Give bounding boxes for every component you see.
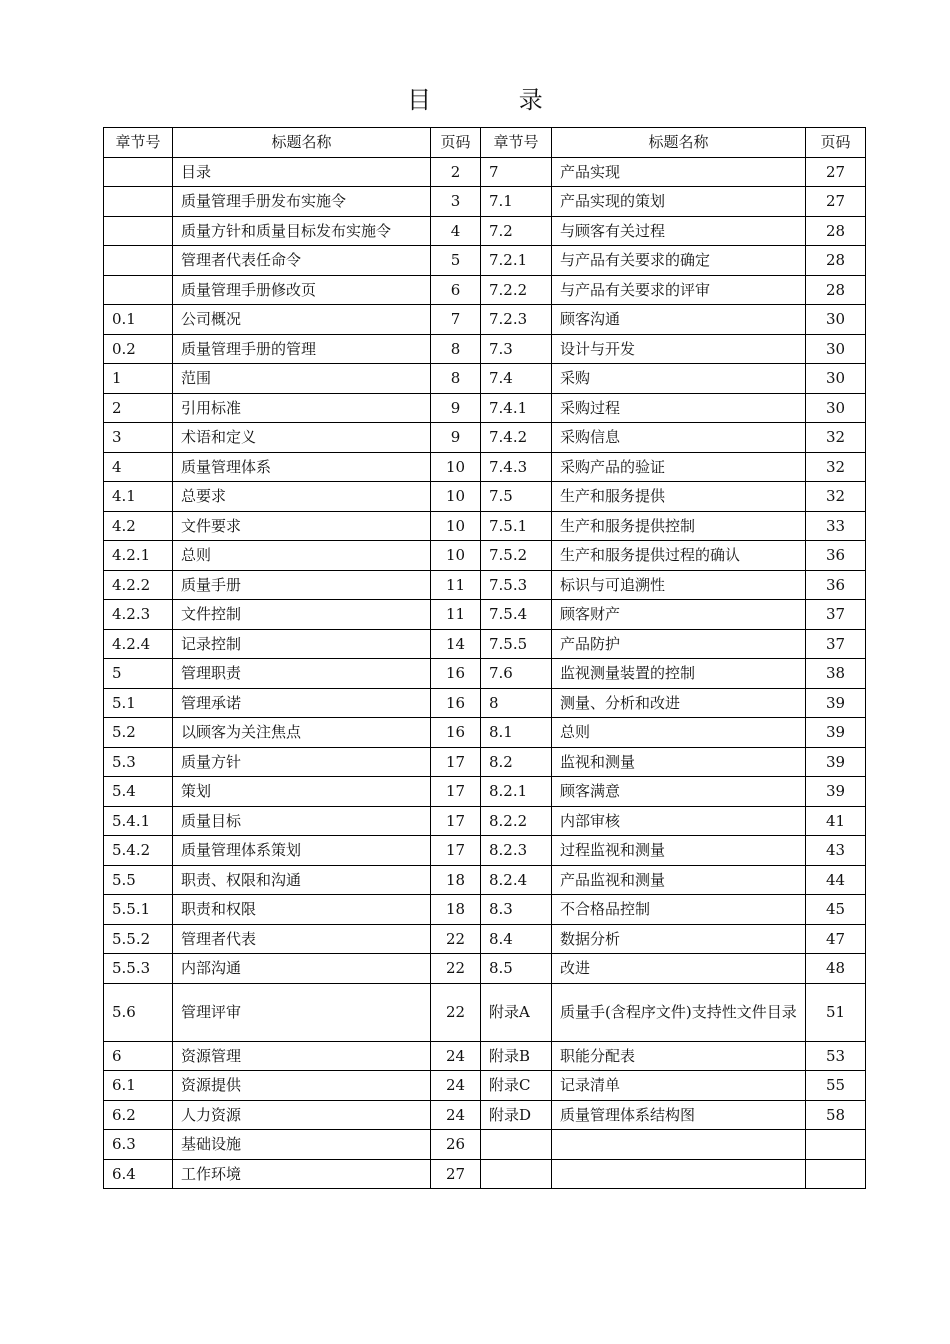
toc-body <box>104 157 866 1189</box>
toc-cell-title-right: 内部审核 <box>552 806 806 836</box>
toc-cell-title-left: 质量方针 <box>173 747 431 777</box>
toc-cell-page-right: 32 <box>806 423 866 453</box>
toc-cell-page-left: 2 <box>431 157 481 187</box>
header-section-no-left: 章节号 <box>104 128 173 158</box>
toc-cell-section-no-left: 4.2.1 <box>104 541 173 571</box>
toc-cell-title-right: 记录清单 <box>552 1071 806 1101</box>
toc-cell-title-right: 总则 <box>552 718 806 748</box>
toc-cell-page-left: 27 <box>431 1159 481 1189</box>
toc-cell-page-left: 8 <box>431 364 481 394</box>
toc-cell-title-right: 生产和服务提供 <box>552 482 806 512</box>
toc-cell-section-no-left: 5.4.1 <box>104 806 173 836</box>
toc-cell-page-right: 43 <box>806 836 866 866</box>
toc-cell-page-right: 48 <box>806 954 866 984</box>
toc-cell-page-left: 16 <box>431 688 481 718</box>
toc-row <box>104 305 866 335</box>
toc-row <box>104 718 866 748</box>
toc-cell-title-left: 总则 <box>173 541 431 571</box>
toc-cell-page-right: 55 <box>806 1071 866 1101</box>
toc-cell-page-right: 28 <box>806 246 866 276</box>
toc-cell-page-right: 58 <box>806 1100 866 1130</box>
toc-cell-page-left: 10 <box>431 482 481 512</box>
toc-cell-section-no-left: 5.5.1 <box>104 895 173 925</box>
toc-cell-section-no-right: 8.4 <box>481 924 552 954</box>
toc-cell-title-right: 与顾客有关过程 <box>552 216 806 246</box>
toc-cell-section-no-right: 8.2.1 <box>481 777 552 807</box>
toc-cell-title-left: 策划 <box>173 777 431 807</box>
toc-row <box>104 570 866 600</box>
toc-cell-section-no-right: 附录A <box>481 983 552 1041</box>
toc-cell-section-no-right: 7.4 <box>481 364 552 394</box>
toc-cell-page-left: 8 <box>431 334 481 364</box>
toc-cell-section-no-left: 5.6 <box>104 983 173 1041</box>
toc-cell-page-right: 41 <box>806 806 866 836</box>
toc-row <box>104 806 866 836</box>
toc-cell-page-right: 53 <box>806 1041 866 1071</box>
toc-row <box>104 600 866 630</box>
toc-cell-section-no-left: 1 <box>104 364 173 394</box>
toc-cell-section-no-right: 8.2.4 <box>481 865 552 895</box>
toc-cell-section-no-left: 4.2 <box>104 511 173 541</box>
toc-cell-section-no-right: 7.5.3 <box>481 570 552 600</box>
toc-cell-section-no-left: 5.4.2 <box>104 836 173 866</box>
toc-cell-page-left: 22 <box>431 983 481 1041</box>
toc-cell-section-no-left <box>104 275 173 305</box>
toc-cell-page-right <box>806 1130 866 1160</box>
toc-cell-page-right: 33 <box>806 511 866 541</box>
toc-cell-title-left: 以顾客为关注焦点 <box>173 718 431 748</box>
toc-cell-page-right: 30 <box>806 393 866 423</box>
toc-table <box>103 127 866 1189</box>
toc-cell-page-left: 16 <box>431 659 481 689</box>
toc-cell-page-right: 51 <box>806 983 866 1041</box>
toc-cell-title-left: 质量方针和质量目标发布实施令 <box>173 216 431 246</box>
toc-cell-page-left: 7 <box>431 305 481 335</box>
toc-cell-title-left: 资源提供 <box>173 1071 431 1101</box>
toc-cell-page-right: 39 <box>806 747 866 777</box>
toc-cell-title-left: 质量管理手册的管理 <box>173 334 431 364</box>
toc-cell-page-right: 37 <box>806 600 866 630</box>
toc-cell-title-left: 引用标准 <box>173 393 431 423</box>
toc-cell-page-right: 27 <box>806 157 866 187</box>
toc-cell-page-left: 11 <box>431 570 481 600</box>
toc-cell-title-right: 职能分配表 <box>552 1041 806 1071</box>
toc-cell-section-no-left <box>104 246 173 276</box>
toc-cell-page-right: 38 <box>806 659 866 689</box>
toc-row <box>104 275 866 305</box>
header-section-no-right: 章节号 <box>481 128 552 158</box>
toc-cell-section-no-left: 5.5 <box>104 865 173 895</box>
toc-cell-section-no-right: 7.5.2 <box>481 541 552 571</box>
toc-cell-title-right: 测量、分析和改进 <box>552 688 806 718</box>
toc-cell-section-no-right: 7.2.1 <box>481 246 552 276</box>
toc-cell-title-left: 资源管理 <box>173 1041 431 1071</box>
toc-cell-title-left: 工作环境 <box>173 1159 431 1189</box>
toc-cell-section-no-right: 8.3 <box>481 895 552 925</box>
toc-cell-title-left: 质量管理体系策划 <box>173 836 431 866</box>
toc-cell-page-left: 9 <box>431 423 481 453</box>
toc-cell-page-left: 10 <box>431 511 481 541</box>
toc-row <box>104 364 866 394</box>
toc-cell-section-no-right: 8.2.2 <box>481 806 552 836</box>
toc-cell-title-right: 采购产品的验证 <box>552 452 806 482</box>
toc-cell-section-no-left: 4.2.3 <box>104 600 173 630</box>
toc-cell-page-left: 24 <box>431 1041 481 1071</box>
header-page-left: 页码 <box>431 128 481 158</box>
toc-cell-title-left: 文件要求 <box>173 511 431 541</box>
toc-cell-section-no-left <box>104 157 173 187</box>
toc-cell-page-left: 17 <box>431 777 481 807</box>
toc-cell-page-right: 37 <box>806 629 866 659</box>
toc-cell-section-no-right: 7.1 <box>481 187 552 217</box>
toc-cell-page-left: 5 <box>431 246 481 276</box>
toc-row <box>104 688 866 718</box>
toc-cell-title-right <box>552 1130 806 1160</box>
toc-cell-title-left: 术语和定义 <box>173 423 431 453</box>
toc-cell-title-left: 职责和权限 <box>173 895 431 925</box>
toc-row <box>104 393 866 423</box>
toc-cell-section-no-right: 附录C <box>481 1071 552 1101</box>
toc-cell-section-no-left: 6.4 <box>104 1159 173 1189</box>
toc-row <box>104 246 866 276</box>
toc-cell-page-right: 39 <box>806 718 866 748</box>
toc-cell-page-right <box>806 1159 866 1189</box>
toc-row <box>104 1041 866 1071</box>
toc-cell-page-left: 11 <box>431 600 481 630</box>
toc-row <box>104 511 866 541</box>
toc-cell-title-left: 记录控制 <box>173 629 431 659</box>
toc-cell-title-left: 范围 <box>173 364 431 394</box>
toc-cell-page-left: 4 <box>431 216 481 246</box>
toc-header-row <box>104 128 866 158</box>
toc-cell-section-no-right: 附录B <box>481 1041 552 1071</box>
toc-cell-page-left: 22 <box>431 924 481 954</box>
toc-cell-title-right: 与产品有关要求的确定 <box>552 246 806 276</box>
toc-cell-title-right: 产品防护 <box>552 629 806 659</box>
toc-cell-title-left: 文件控制 <box>173 600 431 630</box>
toc-cell-title-right: 监视和测量 <box>552 747 806 777</box>
toc-cell-title-right: 设计与开发 <box>552 334 806 364</box>
toc-cell-page-left: 22 <box>431 954 481 984</box>
toc-cell-page-right: 47 <box>806 924 866 954</box>
toc-cell-title-left: 质量管理手册修改页 <box>173 275 431 305</box>
toc-cell-section-no-left: 5.1 <box>104 688 173 718</box>
toc-cell-section-no-left: 0.2 <box>104 334 173 364</box>
toc-cell-title-right: 不合格品控制 <box>552 895 806 925</box>
toc-cell-title-right: 顾客满意 <box>552 777 806 807</box>
toc-cell-page-left: 9 <box>431 393 481 423</box>
toc-cell-title-left: 基础设施 <box>173 1130 431 1160</box>
toc-cell-title-left: 质量目标 <box>173 806 431 836</box>
toc-cell-section-no-left <box>104 187 173 217</box>
toc-row <box>104 1071 866 1101</box>
toc-cell-title-left: 质量管理体系 <box>173 452 431 482</box>
toc-cell-section-no-left: 4.2.4 <box>104 629 173 659</box>
toc-row <box>104 895 866 925</box>
toc-cell-title-right: 改进 <box>552 954 806 984</box>
toc-cell-title-right: 产品实现 <box>552 157 806 187</box>
toc-cell-title-left: 质量手册 <box>173 570 431 600</box>
toc-cell-page-left: 3 <box>431 187 481 217</box>
toc-cell-section-no-right: 附录D <box>481 1100 552 1130</box>
page-title: 目 录 <box>407 86 583 114</box>
toc-cell-section-no-right: 8 <box>481 688 552 718</box>
toc-row <box>104 187 866 217</box>
toc-cell-section-no-right: 8.5 <box>481 954 552 984</box>
toc-cell-title-right: 顾客沟通 <box>552 305 806 335</box>
toc-cell-section-no-left: 6 <box>104 1041 173 1071</box>
toc-cell-section-no-right: 7.2 <box>481 216 552 246</box>
toc-cell-page-left: 24 <box>431 1071 481 1101</box>
toc-cell-title-left: 内部沟通 <box>173 954 431 984</box>
toc-cell-title-right: 过程监视和测量 <box>552 836 806 866</box>
toc-cell-title-left: 职责、权限和沟通 <box>173 865 431 895</box>
toc-cell-section-no-right <box>481 1159 552 1189</box>
toc-cell-title-right: 与产品有关要求的评审 <box>552 275 806 305</box>
toc-cell-section-no-left: 4 <box>104 452 173 482</box>
toc-cell-section-no-right: 7.5.4 <box>481 600 552 630</box>
toc-cell-section-no-left: 3 <box>104 423 173 453</box>
toc-cell-title-right: 质量管理体系结构图 <box>552 1100 806 1130</box>
toc-cell-page-right: 28 <box>806 275 866 305</box>
toc-cell-title-left: 管理职责 <box>173 659 431 689</box>
toc-row <box>104 334 866 364</box>
toc-row <box>104 747 866 777</box>
toc-cell-section-no-right: 7 <box>481 157 552 187</box>
toc-cell-page-left: 14 <box>431 629 481 659</box>
toc-cell-section-no-left: 5.5.3 <box>104 954 173 984</box>
toc-cell-title-left: 人力资源 <box>173 1100 431 1130</box>
toc-cell-section-no-right: 7.4.1 <box>481 393 552 423</box>
toc-row <box>104 836 866 866</box>
toc-row <box>104 1159 866 1189</box>
toc-cell-section-no-left: 5.3 <box>104 747 173 777</box>
toc-cell-section-no-right: 8.2.3 <box>481 836 552 866</box>
toc-cell-page-right: 30 <box>806 334 866 364</box>
toc-cell-title-left: 管理评审 <box>173 983 431 1041</box>
toc-cell-title-right: 生产和服务提供控制 <box>552 511 806 541</box>
toc-cell-title-right: 生产和服务提供过程的确认 <box>552 541 806 571</box>
toc-cell-section-no-left: 5 <box>104 659 173 689</box>
toc-row <box>104 482 866 512</box>
toc-cell-section-no-right <box>481 1130 552 1160</box>
toc-row <box>104 541 866 571</box>
toc-cell-section-no-right: 7.2.3 <box>481 305 552 335</box>
toc-cell-page-left: 6 <box>431 275 481 305</box>
toc-cell-section-no-left: 4.1 <box>104 482 173 512</box>
toc-cell-page-left: 17 <box>431 747 481 777</box>
toc-row <box>104 659 866 689</box>
toc-cell-page-right: 39 <box>806 688 866 718</box>
toc-row <box>104 865 866 895</box>
toc-cell-title-right <box>552 1159 806 1189</box>
toc-cell-page-right: 27 <box>806 187 866 217</box>
toc-cell-section-no-right: 8.1 <box>481 718 552 748</box>
toc-cell-page-left: 18 <box>431 865 481 895</box>
toc-cell-section-no-left: 6.1 <box>104 1071 173 1101</box>
toc-cell-title-right: 产品监视和测量 <box>552 865 806 895</box>
toc-cell-section-no-right: 7.6 <box>481 659 552 689</box>
toc-cell-section-no-right: 7.2.2 <box>481 275 552 305</box>
toc-cell-title-right: 顾客财产 <box>552 600 806 630</box>
toc-cell-page-left: 10 <box>431 452 481 482</box>
toc-cell-page-right: 32 <box>806 482 866 512</box>
toc-cell-section-no-right: 7.5.5 <box>481 629 552 659</box>
toc-cell-page-right: 30 <box>806 305 866 335</box>
toc-row <box>104 629 866 659</box>
toc-cell-page-right: 44 <box>806 865 866 895</box>
toc-row <box>104 216 866 246</box>
toc-cell-title-left: 公司概况 <box>173 305 431 335</box>
toc-cell-section-no-right: 7.4.2 <box>481 423 552 453</box>
toc-row <box>104 777 866 807</box>
toc-cell-section-no-right: 7.5.1 <box>481 511 552 541</box>
header-title-right: 标题名称 <box>552 128 806 158</box>
toc-row <box>104 983 866 1041</box>
toc-cell-title-right: 监视测量装置的控制 <box>552 659 806 689</box>
toc-cell-section-no-left: 5.2 <box>104 718 173 748</box>
toc-row <box>104 954 866 984</box>
toc-cell-title-left: 总要求 <box>173 482 431 512</box>
toc-cell-title-left: 管理者代表任命令 <box>173 246 431 276</box>
toc-row <box>104 924 866 954</box>
toc-cell-section-no-left: 6.3 <box>104 1130 173 1160</box>
toc-cell-section-no-left: 6.2 <box>104 1100 173 1130</box>
toc-row <box>104 1130 866 1160</box>
toc-cell-page-left: 10 <box>431 541 481 571</box>
toc-cell-title-right: 产品实现的策划 <box>552 187 806 217</box>
toc-cell-title-left: 管理者代表 <box>173 924 431 954</box>
toc-cell-page-right: 45 <box>806 895 866 925</box>
toc-cell-page-right: 30 <box>806 364 866 394</box>
toc-cell-section-no-right: 7.3 <box>481 334 552 364</box>
toc-cell-page-left: 17 <box>431 836 481 866</box>
toc-row <box>104 1100 866 1130</box>
toc-cell-page-right: 28 <box>806 216 866 246</box>
toc-cell-title-right: 标识与可追溯性 <box>552 570 806 600</box>
toc-row <box>104 157 866 187</box>
toc-cell-page-left: 17 <box>431 806 481 836</box>
toc-cell-title-right: 数据分析 <box>552 924 806 954</box>
toc-cell-section-no-left: 5.5.2 <box>104 924 173 954</box>
toc-cell-section-no-right: 7.4.3 <box>481 452 552 482</box>
toc-cell-page-left: 26 <box>431 1130 481 1160</box>
toc-cell-section-no-left <box>104 216 173 246</box>
toc-cell-title-right: 采购信息 <box>552 423 806 453</box>
toc-cell-page-right: 32 <box>806 452 866 482</box>
toc-cell-section-no-right: 7.5 <box>481 482 552 512</box>
toc-cell-title-right: 采购 <box>552 364 806 394</box>
toc-cell-section-no-left: 4.2.2 <box>104 570 173 600</box>
toc-cell-section-no-right: 8.2 <box>481 747 552 777</box>
header-page-right: 页码 <box>806 128 866 158</box>
toc-cell-title-right: 质量手(含程序文件)支持性文件目录 <box>552 983 806 1041</box>
toc-row <box>104 452 866 482</box>
toc-cell-section-no-left: 0.1 <box>104 305 173 335</box>
header-title-left: 标题名称 <box>173 128 431 158</box>
toc-cell-page-left: 24 <box>431 1100 481 1130</box>
toc-cell-page-left: 18 <box>431 895 481 925</box>
toc-cell-section-no-left: 5.4 <box>104 777 173 807</box>
toc-cell-title-left: 目录 <box>173 157 431 187</box>
toc-row <box>104 423 866 453</box>
toc-cell-title-right: 采购过程 <box>552 393 806 423</box>
toc-cell-page-left: 16 <box>431 718 481 748</box>
toc-cell-section-no-left: 2 <box>104 393 173 423</box>
toc-cell-page-right: 39 <box>806 777 866 807</box>
toc-cell-title-left: 管理承诺 <box>173 688 431 718</box>
toc-cell-page-right: 36 <box>806 570 866 600</box>
toc-cell-title-left: 质量管理手册发布实施令 <box>173 187 431 217</box>
toc-cell-page-right: 36 <box>806 541 866 571</box>
